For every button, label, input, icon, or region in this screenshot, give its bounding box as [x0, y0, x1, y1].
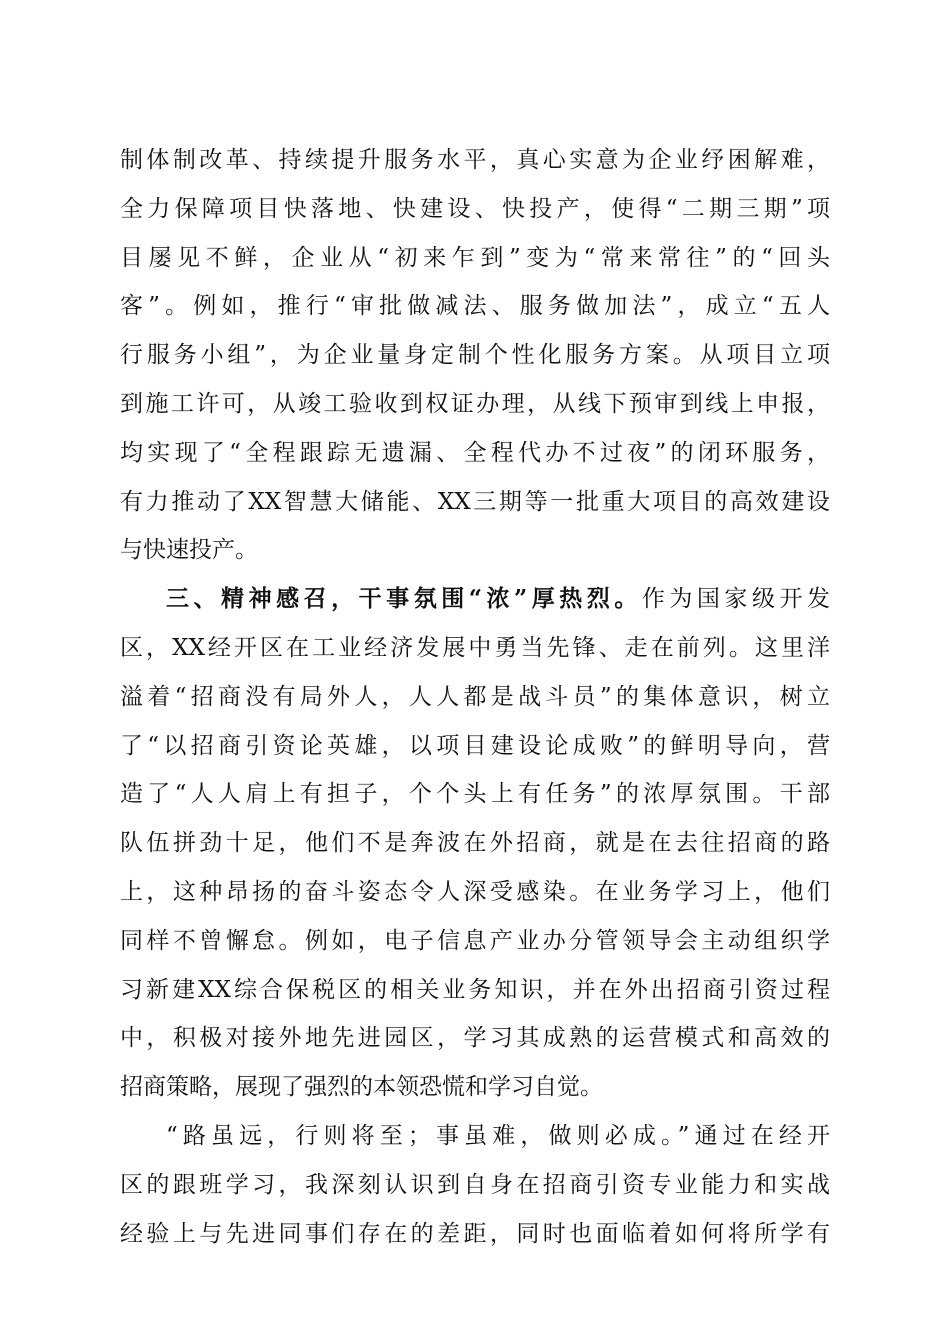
paragraph-1-line: 与快速投产。: [120, 537, 258, 564]
paragraph-3-line: “路虽远，行则将至；事虽难，做则必成。”通过在经开: [166, 1122, 830, 1149]
paragraph-1-line: 客”。例如，推行“审批做减法、服务做加法”，成立“五人: [120, 293, 830, 320]
paragraph-2-first-line-text: 作为国家级开发: [641, 586, 830, 613]
paragraph-1-line: 到施工许可，从竣工验收到权证办理，从线下预审到线上申报，: [120, 390, 830, 417]
paragraph-2-line: 造了“人人肩上有担子，个个头上有任务”的浓厚氛围。干部: [120, 781, 830, 808]
paragraph-2-line: 溢着“招商没有局外人，人人都是战斗员”的集体意识，树立: [120, 683, 830, 710]
paragraph-1-line: 目屡见不鲜，企业从“初来乍到”变为“常来常往”的“回头: [120, 244, 830, 271]
paragraph-1-line: 制体制改革、持续提升服务水平，真心实意为企业纾困解难，: [120, 147, 830, 173]
paragraph-1-line: 全力保障项目快落地、快建设、快投产，使得“二期三期”项: [120, 195, 830, 222]
paragraph-2-line: 区，XX经开区在工业经济发展中勇当先锋、走在前列。这里洋: [120, 634, 830, 661]
document-body: [120, 136, 830, 1258]
paragraph-3-line: 经验上与先进同事们存在的差距，同时也面临着如何将所学有: [120, 1220, 830, 1247]
section-heading: 三、精神感召，干事氛围“浓”厚热烈。: [166, 585, 642, 613]
paragraph-2-line: 队伍拼劲十足，他们不是奔波在外招商，就是在去往招商的路: [120, 830, 830, 857]
paragraph-1-line: 均实现了“全程跟踪无遗漏、全程代办不过夜”的闭环服务，: [120, 439, 830, 466]
paragraph-2-line: 了“以招商引资论英雄，以项目建设论成败”的鲜明导向，营: [120, 732, 830, 759]
paragraph-1-line: 有力推动了XX智慧大储能、XX三期等一批重大项目的高效建设: [120, 488, 830, 515]
paragraph-2-line: 中，积极对接外地先进园区，学习其成熟的运营模式和高效的: [120, 1025, 830, 1052]
paragraph-2-line: 习新建XX综合保税区的相关业务知识，并在外出招商引资过程: [120, 976, 830, 1003]
paragraph-3-line: 区的跟班学习，我深刻认识到自身在招商引资专业能力和实战: [120, 1171, 830, 1198]
paragraph-2-line: 招商策略，展现了强烈的本领恐慌和学习自觉。: [120, 1074, 603, 1101]
paragraph-2-line: 上，这种昂扬的奋斗姿态令人深受感染。在业务学习上，他们: [120, 878, 830, 905]
paragraph-1-line: 行服务小组”，为企业量身定制个性化服务方案。从项目立项: [120, 342, 830, 369]
paragraph-2-line: 同样不曾懈怠。例如，电子信息产业办分管领导会主动组织学: [120, 927, 830, 954]
paragraph-2-first-line: [120, 575, 830, 624]
